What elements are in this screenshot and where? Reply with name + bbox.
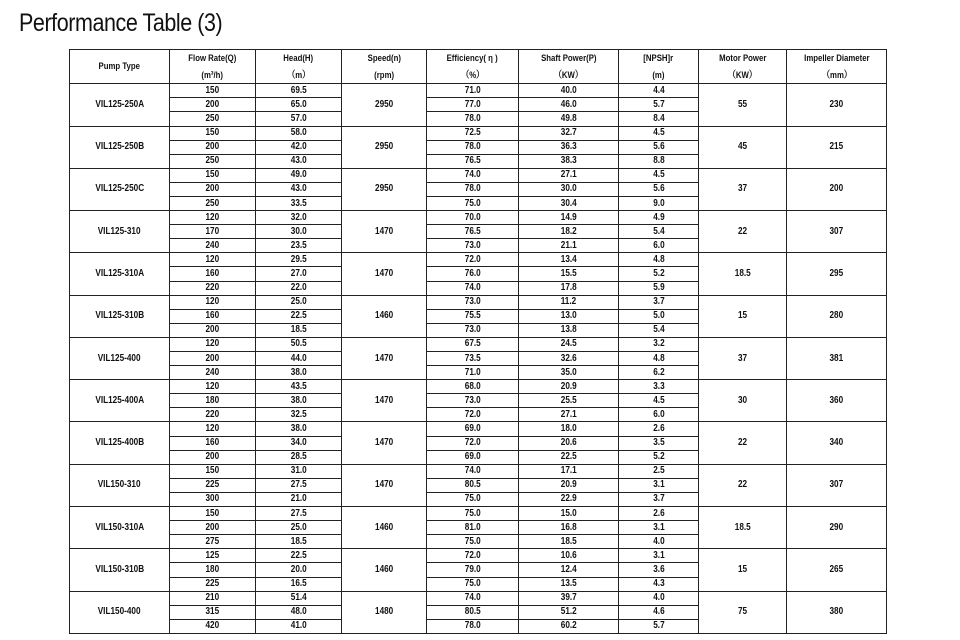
npsh-cell: 4.0 (619, 591, 699, 605)
flow-rate-cell: 250 (170, 154, 256, 168)
shaft-power-cell: 16.8 (519, 521, 619, 535)
motor-power-cell: 22 (699, 422, 787, 464)
head-cell: 18.5 (256, 323, 342, 337)
impeller-diameter-cell: 307 (787, 464, 887, 506)
unit-impeller-diameter: （mm） (787, 68, 887, 84)
npsh-cell: 6.0 (619, 408, 699, 422)
speed-cell: 1470 (342, 422, 427, 464)
table-row (70, 422, 887, 436)
shaft-power-cell: 25.5 (519, 394, 619, 408)
efficiency-cell: 73.0 (427, 295, 519, 309)
head-cell: 51.4 (256, 591, 342, 605)
header-flow-rate: Flow Rate(Q) (170, 50, 256, 68)
head-cell: 30.0 (256, 225, 342, 239)
head-cell: 65.0 (256, 98, 342, 112)
shaft-power-cell: 15.5 (519, 267, 619, 281)
motor-power-cell: 30 (699, 380, 787, 422)
efficiency-cell: 72.0 (427, 253, 519, 267)
shaft-power-cell: 27.1 (519, 168, 619, 182)
speed-cell: 1470 (342, 380, 427, 422)
motor-power-cell: 18.5 (699, 507, 787, 549)
shaft-power-cell: 14.9 (519, 211, 619, 225)
unit-shaft-power: （KW） (519, 68, 619, 84)
impeller-diameter-cell: 381 (787, 337, 887, 379)
head-cell: 25.0 (256, 521, 342, 535)
efficiency-cell: 75.0 (427, 535, 519, 549)
flow-rate-cell: 160 (170, 436, 256, 450)
npsh-cell: 3.5 (619, 436, 699, 450)
head-cell: 16.5 (256, 577, 342, 591)
efficiency-cell: 74.0 (427, 591, 519, 605)
efficiency-cell: 69.0 (427, 450, 519, 464)
npsh-cell: 3.6 (619, 563, 699, 577)
table-row (70, 253, 887, 267)
shaft-power-cell: 22.9 (519, 492, 619, 506)
header-pump-type: Pump Type (70, 50, 170, 84)
head-cell: 48.0 (256, 605, 342, 619)
motor-power-cell: 45 (699, 126, 787, 168)
shaft-power-cell: 30.4 (519, 196, 619, 210)
shaft-power-cell: 24.5 (519, 337, 619, 351)
head-cell: 38.0 (256, 422, 342, 436)
shaft-power-cell: 20.9 (519, 478, 619, 492)
head-cell: 27.5 (256, 507, 342, 521)
header-unit-row (70, 68, 887, 84)
efficiency-cell: 75.0 (427, 492, 519, 506)
npsh-cell: 5.7 (619, 619, 699, 633)
head-cell: 44.0 (256, 352, 342, 366)
head-cell: 28.5 (256, 450, 342, 464)
head-cell: 43.0 (256, 182, 342, 196)
shaft-power-cell: 40.0 (519, 84, 619, 98)
head-cell: 27.5 (256, 478, 342, 492)
shaft-power-cell: 21.1 (519, 239, 619, 253)
efficiency-cell: 71.0 (427, 366, 519, 380)
impeller-diameter-cell: 307 (787, 211, 887, 253)
efficiency-cell: 77.0 (427, 98, 519, 112)
flow-rate-cell: 240 (170, 366, 256, 380)
pump-type-cell: VIL125-400A (70, 380, 170, 422)
impeller-diameter-cell: 230 (787, 84, 887, 126)
header-row (70, 50, 887, 68)
shaft-power-cell: 20.6 (519, 436, 619, 450)
shaft-power-cell: 13.4 (519, 253, 619, 267)
page-title: Performance Table (3) (19, 9, 223, 37)
impeller-diameter-cell: 340 (787, 422, 887, 464)
efficiency-cell: 68.0 (427, 380, 519, 394)
motor-power-cell: 55 (699, 84, 787, 126)
motor-power-cell: 75 (699, 591, 787, 633)
npsh-cell: 4.8 (619, 253, 699, 267)
shaft-power-cell: 17.1 (519, 464, 619, 478)
shaft-power-cell: 51.2 (519, 605, 619, 619)
shaft-power-cell: 13.8 (519, 323, 619, 337)
npsh-cell: 6.2 (619, 366, 699, 380)
npsh-cell: 5.2 (619, 267, 699, 281)
impeller-diameter-cell: 360 (787, 380, 887, 422)
pump-type-cell: VIL125-400B (70, 422, 170, 464)
npsh-cell: 5.6 (619, 140, 699, 154)
flow-rate-cell: 420 (170, 619, 256, 633)
table-row (70, 126, 887, 140)
npsh-cell: 5.4 (619, 323, 699, 337)
table-row (70, 464, 887, 478)
npsh-cell: 4.6 (619, 605, 699, 619)
unit-speed: (rpm) (342, 68, 427, 84)
npsh-cell: 8.8 (619, 154, 699, 168)
npsh-cell: 4.5 (619, 168, 699, 182)
efficiency-cell: 73.0 (427, 239, 519, 253)
flow-rate-cell: 315 (170, 605, 256, 619)
shaft-power-cell: 10.6 (519, 549, 619, 563)
npsh-cell: 2.5 (619, 464, 699, 478)
speed-cell: 1470 (342, 253, 427, 295)
efficiency-cell: 80.5 (427, 605, 519, 619)
npsh-cell: 9.0 (619, 196, 699, 210)
flow-rate-cell: 200 (170, 182, 256, 196)
efficiency-cell: 75.0 (427, 196, 519, 210)
efficiency-cell: 75.5 (427, 309, 519, 323)
table-row (70, 295, 887, 309)
npsh-cell: 3.3 (619, 380, 699, 394)
shaft-power-cell: 17.8 (519, 281, 619, 295)
head-cell: 49.0 (256, 168, 342, 182)
table-row (70, 507, 887, 521)
flow-rate-cell: 120 (170, 337, 256, 351)
head-cell: 43.5 (256, 380, 342, 394)
efficiency-cell: 72.0 (427, 549, 519, 563)
head-cell: 42.0 (256, 140, 342, 154)
efficiency-cell: 76.5 (427, 154, 519, 168)
flow-rate-cell: 150 (170, 464, 256, 478)
header-efficiency: Efficiency( η ) (427, 50, 519, 68)
head-cell: 41.0 (256, 619, 342, 633)
speed-cell: 1470 (342, 337, 427, 379)
npsh-cell: 5.6 (619, 182, 699, 196)
efficiency-cell: 79.0 (427, 563, 519, 577)
table-row (70, 380, 887, 394)
shaft-power-cell: 39.7 (519, 591, 619, 605)
head-cell: 57.0 (256, 112, 342, 126)
pump-type-cell: VIL125-250B (70, 126, 170, 168)
flow-rate-cell: 210 (170, 591, 256, 605)
shaft-power-cell: 18.2 (519, 225, 619, 239)
shaft-power-cell: 18.0 (519, 422, 619, 436)
speed-cell: 1460 (342, 507, 427, 549)
table-row (70, 168, 887, 182)
npsh-cell: 8.4 (619, 112, 699, 126)
efficiency-cell: 76.0 (427, 267, 519, 281)
flow-rate-cell: 120 (170, 253, 256, 267)
flow-rate-cell: 150 (170, 126, 256, 140)
flow-rate-cell: 120 (170, 380, 256, 394)
pump-type-cell: VIL150-400 (70, 591, 170, 633)
unit-efficiency: （%） (427, 68, 519, 84)
flow-rate-cell: 300 (170, 492, 256, 506)
efficiency-cell: 76.5 (427, 225, 519, 239)
npsh-cell: 5.9 (619, 281, 699, 295)
shaft-power-cell: 32.7 (519, 126, 619, 140)
motor-power-cell: 15 (699, 549, 787, 591)
head-cell: 32.0 (256, 211, 342, 225)
impeller-diameter-cell: 290 (787, 507, 887, 549)
motor-power-cell: 37 (699, 337, 787, 379)
npsh-cell: 4.3 (619, 577, 699, 591)
pump-type-cell: VIL150-310A (70, 507, 170, 549)
speed-cell: 1460 (342, 295, 427, 337)
shaft-power-cell: 49.8 (519, 112, 619, 126)
motor-power-cell: 15 (699, 295, 787, 337)
efficiency-cell: 73.0 (427, 323, 519, 337)
npsh-cell: 5.7 (619, 98, 699, 112)
head-cell: 32.5 (256, 408, 342, 422)
head-cell: 38.0 (256, 366, 342, 380)
efficiency-cell: 72.0 (427, 408, 519, 422)
head-cell: 29.5 (256, 253, 342, 267)
table-row (70, 337, 887, 351)
impeller-diameter-cell: 265 (787, 549, 887, 591)
npsh-cell: 3.7 (619, 492, 699, 506)
flow-rate-cell: 200 (170, 140, 256, 154)
npsh-cell: 4.9 (619, 211, 699, 225)
efficiency-cell: 74.0 (427, 464, 519, 478)
pump-type-cell: VIL125-250C (70, 168, 170, 210)
flow-rate-cell: 120 (170, 422, 256, 436)
impeller-diameter-cell: 380 (787, 591, 887, 633)
flow-rate-cell: 200 (170, 98, 256, 112)
efficiency-cell: 78.0 (427, 140, 519, 154)
shaft-power-cell: 11.2 (519, 295, 619, 309)
shaft-power-cell: 36.3 (519, 140, 619, 154)
shaft-power-cell: 46.0 (519, 98, 619, 112)
flow-rate-cell: 180 (170, 563, 256, 577)
flow-rate-cell: 150 (170, 84, 256, 98)
efficiency-cell: 74.0 (427, 168, 519, 182)
npsh-cell: 3.7 (619, 295, 699, 309)
efficiency-cell: 75.0 (427, 507, 519, 521)
motor-power-cell: 22 (699, 464, 787, 506)
unit-npsh: (m) (619, 68, 699, 84)
flow-rate-cell: 150 (170, 507, 256, 521)
head-cell: 50.5 (256, 337, 342, 351)
head-cell: 20.0 (256, 563, 342, 577)
shaft-power-cell: 32.6 (519, 352, 619, 366)
pump-type-cell: VIL125-310A (70, 253, 170, 295)
header-shaft-power: Shaft Power(P) (519, 50, 619, 68)
efficiency-cell: 72.5 (427, 126, 519, 140)
flow-rate-cell: 225 (170, 577, 256, 591)
table-row (70, 549, 887, 563)
head-cell: 23.5 (256, 239, 342, 253)
speed-cell: 2950 (342, 168, 427, 210)
speed-cell: 1470 (342, 464, 427, 506)
npsh-cell: 3.1 (619, 549, 699, 563)
unit-head: （m） (256, 68, 342, 84)
efficiency-cell: 72.0 (427, 436, 519, 450)
efficiency-cell: 70.0 (427, 211, 519, 225)
flow-rate-cell: 160 (170, 309, 256, 323)
shaft-power-cell: 38.3 (519, 154, 619, 168)
impeller-diameter-cell: 200 (787, 168, 887, 210)
flow-rate-cell: 250 (170, 112, 256, 126)
npsh-cell: 2.6 (619, 422, 699, 436)
efficiency-cell: 80.5 (427, 478, 519, 492)
flow-rate-cell: 160 (170, 267, 256, 281)
flow-rate-cell: 200 (170, 323, 256, 337)
shaft-power-cell: 30.0 (519, 182, 619, 196)
speed-cell: 1460 (342, 549, 427, 591)
efficiency-cell: 67.5 (427, 337, 519, 351)
speed-cell: 2950 (342, 126, 427, 168)
speed-cell: 2950 (342, 84, 427, 126)
npsh-cell: 5.4 (619, 225, 699, 239)
shaft-power-cell: 35.0 (519, 366, 619, 380)
efficiency-cell: 69.0 (427, 422, 519, 436)
unit-flow-rate: (m³/h) (170, 68, 256, 84)
head-cell: 58.0 (256, 126, 342, 140)
head-cell: 27.0 (256, 267, 342, 281)
flow-rate-cell: 200 (170, 450, 256, 464)
head-cell: 22.0 (256, 281, 342, 295)
flow-rate-cell: 220 (170, 281, 256, 295)
head-cell: 18.5 (256, 535, 342, 549)
flow-rate-cell: 180 (170, 394, 256, 408)
npsh-cell: 4.4 (619, 84, 699, 98)
shaft-power-cell: 60.2 (519, 619, 619, 633)
header-motor-power: Motor Power (699, 50, 787, 68)
npsh-cell: 4.0 (619, 535, 699, 549)
shaft-power-cell: 22.5 (519, 450, 619, 464)
head-cell: 31.0 (256, 464, 342, 478)
npsh-cell: 3.2 (619, 337, 699, 351)
flow-rate-cell: 275 (170, 535, 256, 549)
head-cell: 21.0 (256, 492, 342, 506)
shaft-power-cell: 13.5 (519, 577, 619, 591)
impeller-diameter-cell: 215 (787, 126, 887, 168)
head-cell: 34.0 (256, 436, 342, 450)
speed-cell: 1480 (342, 591, 427, 633)
npsh-cell: 3.1 (619, 521, 699, 535)
shaft-power-cell: 18.5 (519, 535, 619, 549)
motor-power-cell: 37 (699, 168, 787, 210)
efficiency-cell: 73.0 (427, 394, 519, 408)
flow-rate-cell: 225 (170, 478, 256, 492)
pump-type-cell: VIL150-310B (70, 549, 170, 591)
npsh-cell: 4.8 (619, 352, 699, 366)
header-head: Head(H) (256, 50, 342, 68)
npsh-cell: 5.0 (619, 309, 699, 323)
flow-rate-cell: 120 (170, 295, 256, 309)
pump-type-cell: VIL125-310B (70, 295, 170, 337)
pump-type-cell: VIL125-310 (70, 211, 170, 253)
unit-motor-power: （KW） (699, 68, 787, 84)
npsh-cell: 4.5 (619, 394, 699, 408)
impeller-diameter-cell: 280 (787, 295, 887, 337)
npsh-cell: 3.1 (619, 478, 699, 492)
impeller-diameter-cell: 295 (787, 253, 887, 295)
head-cell: 25.0 (256, 295, 342, 309)
table-row (70, 211, 887, 225)
flow-rate-cell: 200 (170, 521, 256, 535)
header-impeller-diameter: Impeller Diameter (787, 50, 887, 68)
pump-type-cell: VIL125-250A (70, 84, 170, 126)
efficiency-cell: 78.0 (427, 182, 519, 196)
efficiency-cell: 75.0 (427, 577, 519, 591)
pump-type-cell: VIL150-310 (70, 464, 170, 506)
efficiency-cell: 73.5 (427, 352, 519, 366)
shaft-power-cell: 12.4 (519, 563, 619, 577)
table-row (70, 591, 887, 605)
npsh-cell: 6.0 (619, 239, 699, 253)
header-speed: Speed(n) (342, 50, 427, 68)
efficiency-cell: 71.0 (427, 84, 519, 98)
motor-power-cell: 18.5 (699, 253, 787, 295)
efficiency-cell: 78.0 (427, 112, 519, 126)
flow-rate-cell: 220 (170, 408, 256, 422)
head-cell: 69.5 (256, 84, 342, 98)
head-cell: 38.0 (256, 394, 342, 408)
efficiency-cell: 78.0 (427, 619, 519, 633)
flow-rate-cell: 200 (170, 352, 256, 366)
npsh-cell: 5.2 (619, 450, 699, 464)
head-cell: 33.5 (256, 196, 342, 210)
flow-rate-cell: 120 (170, 211, 256, 225)
npsh-cell: 4.5 (619, 126, 699, 140)
shaft-power-cell: 20.9 (519, 380, 619, 394)
head-cell: 22.5 (256, 549, 342, 563)
efficiency-cell: 81.0 (427, 521, 519, 535)
speed-cell: 1470 (342, 211, 427, 253)
flow-rate-cell: 250 (170, 196, 256, 210)
shaft-power-cell: 13.0 (519, 309, 619, 323)
flow-rate-cell: 240 (170, 239, 256, 253)
shaft-power-cell: 27.1 (519, 408, 619, 422)
pump-type-cell: VIL125-400 (70, 337, 170, 379)
npsh-cell: 2.6 (619, 507, 699, 521)
head-cell: 22.5 (256, 309, 342, 323)
table-row (70, 84, 887, 98)
efficiency-cell: 74.0 (427, 281, 519, 295)
motor-power-cell: 22 (699, 211, 787, 253)
flow-rate-cell: 125 (170, 549, 256, 563)
flow-rate-cell: 170 (170, 225, 256, 239)
header-npsh: [NPSH]r (619, 50, 699, 68)
head-cell: 43.0 (256, 154, 342, 168)
shaft-power-cell: 15.0 (519, 507, 619, 521)
flow-rate-cell: 150 (170, 168, 256, 182)
performance-table (69, 49, 887, 634)
